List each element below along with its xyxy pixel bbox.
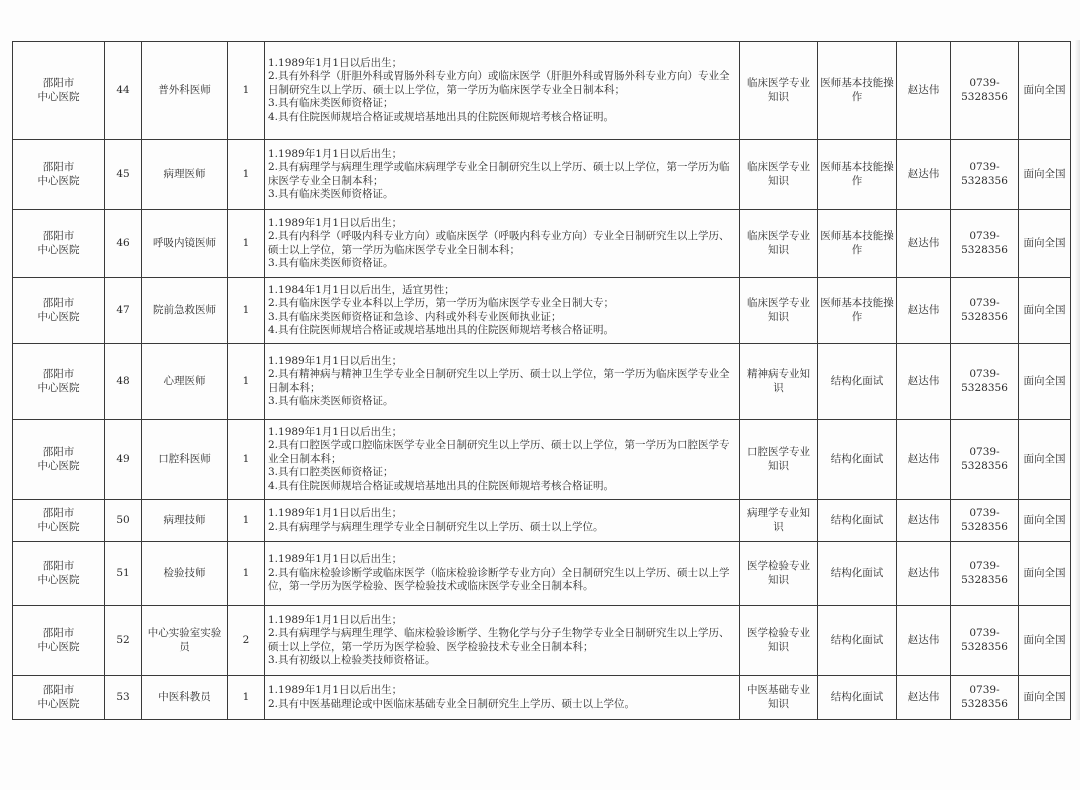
written-exam-cell: 临床医学专业知识 bbox=[740, 42, 818, 140]
interview-cell: 结构化面试 bbox=[818, 542, 897, 606]
requirement-line: 2.具有精神病与精神卫生学专业全日制研究生以上学历、硕士以上学位，第一学历为临床医学专业全日制本科； bbox=[268, 368, 730, 394]
headcount-cell: 1 bbox=[228, 278, 265, 344]
unit-cell: 邵阳市 中心医院 bbox=[13, 278, 105, 344]
requirement-line: 1.1989年1月1日以后出生； bbox=[268, 354, 403, 367]
requirements-cell bbox=[265, 420, 740, 500]
post-number-cell: 46 bbox=[105, 210, 142, 278]
post-name-cell: 检验技师 bbox=[142, 542, 228, 606]
headcount-cell: 1 bbox=[228, 140, 265, 210]
post-name-cell: 心理医师 bbox=[142, 344, 228, 420]
interview-cell: 结构化面试 bbox=[818, 606, 897, 676]
requirement-line: 2.具有病理学与病理生理学或临床病理学专业全日制研究生以上学历、硕士以上学位，第一学历为临床医学专业全日制本科； bbox=[268, 161, 730, 187]
requirement-line: 1.1989年1月1日以后出生； bbox=[268, 216, 403, 229]
unit-cell: 邵阳市 中心医院 bbox=[13, 344, 105, 420]
phone-cell: 0739- 5328356 bbox=[951, 420, 1019, 500]
scope-cell: 面向全国 bbox=[1019, 42, 1071, 140]
interview-cell: 结构化面试 bbox=[818, 344, 897, 420]
unit-cell: 邵阳市 中心医院 bbox=[13, 500, 105, 542]
post-number-cell: 45 bbox=[105, 140, 142, 210]
post-number-cell: 47 bbox=[105, 278, 142, 344]
interview-cell: 结构化面试 bbox=[818, 420, 897, 500]
phone-cell: 0739- 5328356 bbox=[951, 140, 1019, 210]
phone-cell: 0739- 5328356 bbox=[951, 210, 1019, 278]
requirement-line: 3.具有临床类医师资格证。 bbox=[268, 188, 394, 200]
requirement-line: 3.具有临床类医师资格证。 bbox=[268, 395, 394, 407]
requirements-cell bbox=[265, 210, 740, 278]
requirement-line: 1.1984年1月1日以后出生，适宜男性； bbox=[268, 283, 455, 296]
written-exam-cell: 医学检验专业知识 bbox=[740, 606, 818, 676]
headcount-cell: 1 bbox=[228, 542, 265, 606]
scope-cell: 面向全国 bbox=[1019, 676, 1071, 720]
post-number-cell: 52 bbox=[105, 606, 142, 676]
requirement-line: 2.具有口腔医学或口腔临床医学专业全日制研究生以上学历、硕士以上学位，第一学历为口腔医学专业全日制本科； bbox=[268, 439, 730, 465]
headcount-cell: 1 bbox=[228, 210, 265, 278]
interview-cell: 医师基本技能操作 bbox=[818, 140, 897, 210]
post-number-cell: 48 bbox=[105, 344, 142, 420]
requirement-line: 3.具有临床类医师资格证； bbox=[268, 97, 394, 110]
contact-cell: 赵达伟 bbox=[897, 42, 951, 140]
post-name-cell: 口腔科医师 bbox=[142, 420, 228, 500]
table-row bbox=[13, 210, 1071, 278]
contact-cell: 赵达伟 bbox=[897, 542, 951, 606]
requirements-cell bbox=[265, 140, 740, 210]
scope-cell: 面向全国 bbox=[1019, 344, 1071, 420]
contact-cell: 赵达伟 bbox=[897, 278, 951, 344]
requirement-line: 2.具有中医基础理论或中医临床基础专业全日制研究生上学历、硕士以上学位。 bbox=[268, 697, 636, 710]
requirement-line: 3.具有初级以上检验类技师资格证。 bbox=[268, 654, 436, 666]
requirements-cell bbox=[265, 500, 740, 542]
requirement-line: 2.具有病理学与病理生理学、临床检验诊断学、生物化学与分子生物学专业全日制研究生以上学历、硕士以上学位，第一学历为医学检验、医学检验技术专业全日制本科； bbox=[268, 627, 730, 653]
post-name-cell: 病理医师 bbox=[142, 140, 228, 210]
contact-cell: 赵达伟 bbox=[897, 500, 951, 542]
headcount-cell: 1 bbox=[228, 500, 265, 542]
table-row bbox=[13, 500, 1071, 542]
interview-cell: 医师基本技能操作 bbox=[818, 210, 897, 278]
post-number-cell: 49 bbox=[105, 420, 142, 500]
phone-cell: 0739- 5328356 bbox=[951, 542, 1019, 606]
unit-cell: 邵阳市 中心医院 bbox=[13, 676, 105, 720]
scope-cell: 面向全国 bbox=[1019, 500, 1071, 542]
phone-cell: 0739- 5328356 bbox=[951, 676, 1019, 720]
post-number-cell: 53 bbox=[105, 676, 142, 720]
contact-cell: 赵达伟 bbox=[897, 140, 951, 210]
scope-cell: 面向全国 bbox=[1019, 542, 1071, 606]
contact-cell: 赵达伟 bbox=[897, 676, 951, 720]
requirement-line: 2.具有临床检验诊断学或临床医学（临床检验诊断学专业方向）全日制研究生以上学历、硕士以上学位，第一学历为医学检验、医学检验技术或临床医学专业全日制本科。 bbox=[268, 566, 730, 593]
written-exam-cell: 精神病专业知识 bbox=[740, 344, 818, 420]
requirements-cell bbox=[265, 42, 740, 140]
post-name-cell: 病理技师 bbox=[142, 500, 228, 542]
headcount-cell: 1 bbox=[228, 420, 265, 500]
contact-cell: 赵达伟 bbox=[897, 210, 951, 278]
interview-cell: 结构化面试 bbox=[818, 676, 897, 720]
written-exam-cell: 临床医学专业知识 bbox=[740, 210, 818, 278]
table-row bbox=[13, 606, 1071, 676]
requirement-line: 2.具有内科学（呼吸内科专业方向）或临床医学（呼吸内科专业方向）专业全日制研究生以上学历、硕士以上学位，第一学历为临床医学专业全日制本科； bbox=[268, 230, 730, 256]
unit-cell: 邵阳市 中心医院 bbox=[13, 42, 105, 140]
phone-cell: 0739- 5328356 bbox=[951, 606, 1019, 676]
phone-cell: 0739- 5328356 bbox=[951, 344, 1019, 420]
contact-cell: 赵达伟 bbox=[897, 420, 951, 500]
requirement-line: 4.具有住院医师规培合格证或规培基地出具的住院医师规培考核合格证明。 bbox=[268, 324, 615, 336]
post-number-cell: 50 bbox=[105, 500, 142, 542]
page-edge-shadow bbox=[1074, 40, 1080, 720]
interview-cell: 结构化面试 bbox=[818, 500, 897, 542]
requirement-line: 4.具有住院医师规培合格证或规培基地出具的住院医师规培考核合格证明。 bbox=[268, 479, 615, 492]
scope-cell: 面向全国 bbox=[1019, 140, 1071, 210]
scope-cell: 面向全国 bbox=[1019, 278, 1071, 344]
unit-cell: 邵阳市 中心医院 bbox=[13, 606, 105, 676]
requirement-line: 2.具有临床医学专业本科以上学历，第一学历为临床医学专业全日制大专； bbox=[268, 297, 615, 309]
post-name-cell: 院前急救医师 bbox=[142, 278, 228, 344]
requirement-line: 1.1989年1月1日以后出生； bbox=[268, 425, 403, 438]
scope-cell: 面向全国 bbox=[1019, 606, 1071, 676]
requirement-line: 1.1989年1月1日以后出生； bbox=[268, 507, 403, 519]
phone-cell: 0739- 5328356 bbox=[951, 278, 1019, 344]
scope-cell: 面向全国 bbox=[1019, 420, 1071, 500]
interview-cell: 医师基本技能操作 bbox=[818, 42, 897, 140]
requirement-line: 2.具有外科学（肝胆外科或胃肠外科专业方向）或临床医学（肝胆外科或胃肠外科专业方向）专业全日制研究生以上学历、硕士以上学位，第一学历为临床医学专业全日制本科； bbox=[268, 70, 730, 96]
requirement-line: 4.具有住院医师规培合格证或规培基地出具的住院医师规培考核合格证明。 bbox=[268, 110, 615, 123]
phone-cell: 0739- 5328356 bbox=[951, 42, 1019, 140]
requirements-cell bbox=[265, 606, 740, 676]
table-row bbox=[13, 420, 1071, 500]
contact-cell: 赵达伟 bbox=[897, 606, 951, 676]
headcount-cell: 1 bbox=[228, 344, 265, 420]
headcount-cell: 1 bbox=[228, 42, 265, 140]
post-name-cell: 普外科医师 bbox=[142, 42, 228, 140]
written-exam-cell: 临床医学专业知识 bbox=[740, 278, 818, 344]
contact-cell: 赵达伟 bbox=[897, 344, 951, 420]
written-exam-cell: 临床医学专业知识 bbox=[740, 140, 818, 210]
requirement-line: 3.具有口腔类医师资格证； bbox=[268, 466, 394, 479]
requirements-cell bbox=[265, 344, 740, 420]
unit-cell: 邵阳市 中心医院 bbox=[13, 420, 105, 500]
scope-cell: 面向全国 bbox=[1019, 210, 1071, 278]
headcount-cell: 2 bbox=[228, 606, 265, 676]
post-name-cell: 中医科教员 bbox=[142, 676, 228, 720]
unit-cell: 邵阳市 中心医院 bbox=[13, 542, 105, 606]
requirement-line: 1.1989年1月1日以后出生； bbox=[268, 684, 403, 696]
requirement-line: 1.1989年1月1日以后出生； bbox=[268, 613, 403, 626]
recruitment-table bbox=[12, 41, 1071, 720]
unit-cell: 邵阳市 中心医院 bbox=[13, 140, 105, 210]
post-number-cell: 44 bbox=[105, 42, 142, 140]
post-number-cell: 51 bbox=[105, 542, 142, 606]
requirements-cell bbox=[265, 278, 740, 344]
written-exam-cell: 中医基础专业知识 bbox=[740, 676, 818, 720]
requirements-cell bbox=[265, 542, 740, 606]
headcount-cell: 1 bbox=[228, 676, 265, 720]
requirement-line: 1.1989年1月1日以后出生； bbox=[268, 147, 403, 160]
post-name-cell: 中心实验室实验员 bbox=[142, 606, 228, 676]
table-row bbox=[13, 42, 1071, 140]
requirement-line: 3.具有临床类医师资格证和急诊、内科或外科专业医师执业证； bbox=[268, 310, 562, 323]
post-name-cell: 呼吸内镜医师 bbox=[142, 210, 228, 278]
table-row bbox=[13, 278, 1071, 344]
written-exam-cell: 口腔医学专业知识 bbox=[740, 420, 818, 500]
written-exam-cell: 病理学专业知识 bbox=[740, 500, 818, 542]
requirements-cell bbox=[265, 676, 740, 720]
written-exam-cell: 医学检验专业知识 bbox=[740, 542, 818, 606]
interview-cell: 医师基本技能操作 bbox=[818, 278, 897, 344]
requirement-line: 3.具有临床类医师资格证。 bbox=[268, 257, 394, 269]
unit-cell: 邵阳市 中心医院 bbox=[13, 210, 105, 278]
requirement-line: 1.1989年1月1日以后出生； bbox=[268, 56, 403, 69]
table-row bbox=[13, 542, 1071, 606]
table-row bbox=[13, 344, 1071, 420]
table-row bbox=[13, 140, 1071, 210]
requirement-line: 1.1989年1月1日以后出生； bbox=[268, 553, 403, 566]
table-row bbox=[13, 676, 1071, 720]
requirement-line: 2.具有病理学与病理生理学专业全日制研究生以上学历、硕士以上学位。 bbox=[268, 520, 604, 533]
phone-cell: 0739- 5328356 bbox=[951, 500, 1019, 542]
